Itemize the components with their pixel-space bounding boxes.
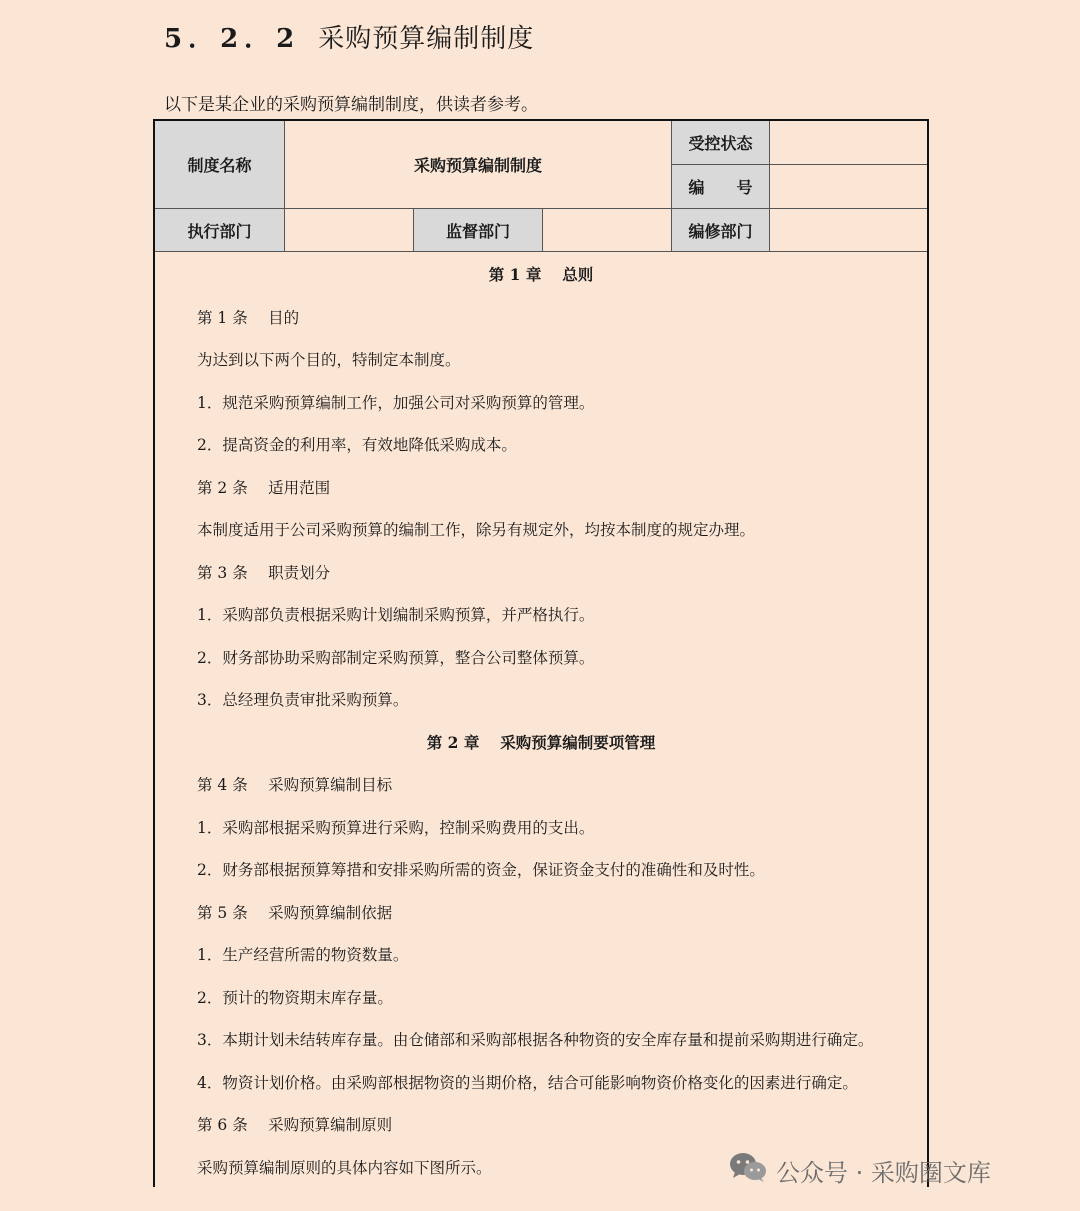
article-5-item-2: 2．预计的物资期末库存量。 — [197, 989, 393, 1007]
article-5-item-3: 3．本期计划未结转库存量。由仓储部和采购部根据各种物资的安全库存量和提前采购期进行确定。 — [197, 1031, 874, 1049]
article-3-item-3: 3．总经理负责审批采购预算。 — [197, 691, 409, 709]
chapter-2-heading: 第 2 章 采购预算编制要项管理 — [426, 733, 656, 752]
section-heading — [164, 18, 534, 55]
article-5-title: 第 5 条 采购预算编制依据 — [197, 904, 393, 922]
article-5-item-1: 1．生产经营所需的物资数量。 — [197, 946, 409, 964]
name-value: 采购预算编制制度 — [413, 156, 542, 175]
article-1-title: 第 1 条 目的 — [197, 309, 300, 327]
section-number: 5．2．2 — [164, 24, 301, 54]
chapter-1-heading: 第 1 章 总则 — [488, 265, 594, 284]
watermark-text: 公众号 · 采购圈文库 — [776, 1158, 991, 1187]
control-label: 受控状态 — [688, 134, 753, 153]
revise-value-cell — [770, 209, 927, 252]
regulation-document — [153, 119, 929, 1187]
wechat-icon — [728, 1150, 768, 1190]
watermark — [728, 1150, 991, 1190]
control-label-cell — [672, 121, 770, 165]
name-label-cell — [155, 121, 285, 209]
code-label: 编 号 — [688, 178, 753, 197]
exec-label-cell — [155, 209, 285, 252]
article-4-item-2: 2．财务部根据预算筹措和安排采购所需的资金，保证资金支付的准确性和及时性。 — [197, 861, 765, 879]
article-6-title: 第 6 条 采购预算编制原则 — [197, 1116, 393, 1134]
article-4-title: 第 4 条 采购预算编制目标 — [197, 776, 393, 794]
supervise-value-cell — [543, 209, 672, 252]
exec-label: 执行部门 — [187, 221, 252, 241]
name-value-cell — [285, 121, 672, 209]
revise-label-cell — [672, 209, 770, 252]
section-title-text: 采购预算编制制度 — [318, 24, 535, 54]
article-1-item-2: 2．提高资金的利用率，有效地降低采购成本。 — [197, 436, 517, 454]
supervise-label: 监督部门 — [445, 221, 510, 241]
code-label-cell — [672, 165, 770, 209]
code-value-cell — [770, 165, 927, 209]
article-6-text: 采购预算编制原则的具体内容如下图所示。 — [197, 1159, 492, 1177]
article-1-text: 为达到以下两个目的，特制定本制度。 — [197, 351, 461, 369]
article-2-text: 本制度适用于公司采购预算的编制工作，除另有规定外，均按本制度的规定办理。 — [197, 521, 756, 539]
article-4-item-1: 1．采购部根据采购预算进行采购，控制采购费用的支出。 — [197, 819, 595, 837]
article-1-item-1: 1．规范采购预算编制工作，加强公司对采购预算的管理。 — [197, 394, 595, 412]
article-3-item-2: 2．财务部协助采购部制定采购预算，整合公司整体预算。 — [197, 649, 595, 667]
intro-text: 以下是某企业的采购预算编制制度，供读者参考。 — [164, 95, 538, 115]
article-2-title: 第 2 条 适用范围 — [197, 479, 331, 497]
revise-label: 编修部门 — [688, 221, 753, 241]
name-label: 制度名称 — [187, 156, 252, 175]
control-value-cell — [770, 121, 927, 165]
article-5-item-4: 4．物资计划价格。由采购部根据物资的当期价格，结合可能影响物资价格变化的因素进行确定。 — [197, 1074, 858, 1092]
article-3-item-1: 1．采购部负责根据采购计划编制采购预算，并严格执行。 — [197, 606, 595, 624]
supervise-label-cell — [414, 209, 543, 252]
article-3-title: 第 3 条 职责划分 — [197, 564, 331, 582]
exec-value-cell — [285, 209, 414, 252]
